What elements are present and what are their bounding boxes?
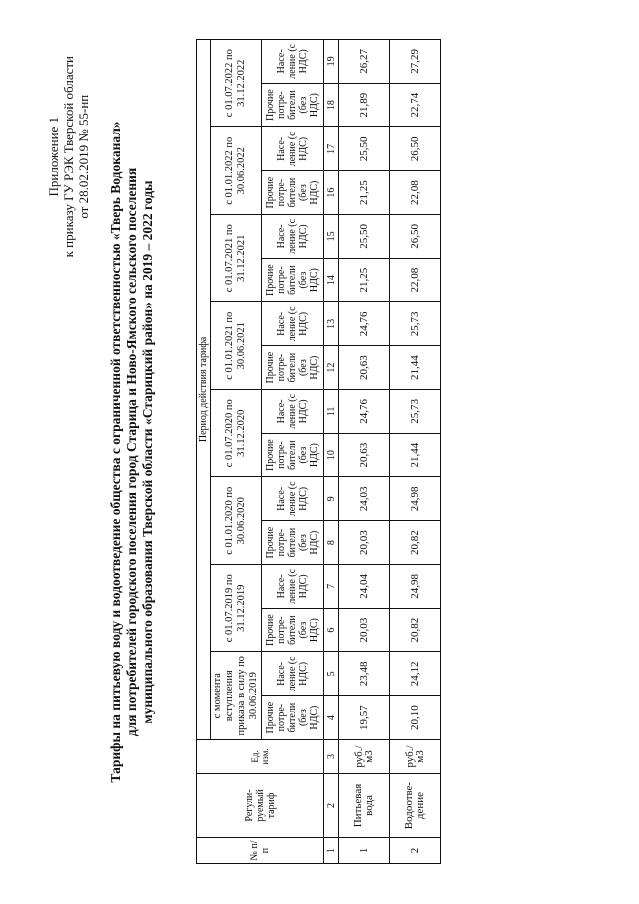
subheader-population: Насе-ление (с НДС) xyxy=(262,127,324,171)
tariff-value-cell: 20,03 xyxy=(339,608,390,652)
tariff-value-cell: 23,48 xyxy=(339,652,390,696)
subheader-other-consumers: Прочие потре-бители (без НДС) xyxy=(262,83,324,127)
column-number-1: 1 xyxy=(324,838,339,864)
tariff-value-cell: 24,98 xyxy=(390,565,441,609)
column-number-8: 8 xyxy=(324,521,339,565)
tariff-value-cell: 24,04 xyxy=(339,565,390,609)
tariff-value-cell: 21,25 xyxy=(339,171,390,215)
tariff-value-cell: 19,57 xyxy=(339,696,390,740)
column-number-17: 17 xyxy=(324,127,339,171)
column-number-16: 16 xyxy=(324,171,339,215)
row-tariff-name: Водоотве-дение xyxy=(390,774,441,838)
tariff-value-cell: 25,50 xyxy=(339,127,390,171)
column-number-7: 7 xyxy=(324,565,339,609)
period-range-5: с 01.01.2021 по 30.06.2021 xyxy=(211,302,262,390)
subheader-other-consumers: Прочие потре-бители (без НДС) xyxy=(262,346,324,390)
title-line-2: для потребителей городского поселения город Старица и Ново-Ямского сельского поселения xyxy=(124,167,139,737)
header-unit: Ед. изм. xyxy=(197,740,324,774)
column-number-11: 11 xyxy=(324,390,339,434)
row-tariff-name: Питьевая вода xyxy=(339,774,390,838)
subheader-other-consumers: Прочие потре-бители (без НДС) xyxy=(262,608,324,652)
tariff-value-cell: 21,44 xyxy=(390,433,441,477)
subheader-population: Насе-ление (с НДС) xyxy=(262,652,324,696)
subheader-population: Насе-ление (с НДС) xyxy=(262,390,324,434)
tariff-value-cell: 22,74 xyxy=(390,83,441,127)
subheader-population: Насе-ление (с НДС) xyxy=(262,39,324,83)
row-num: 1 xyxy=(339,838,390,864)
column-number-14: 14 xyxy=(324,258,339,302)
tariff-value-cell: 26,27 xyxy=(339,39,390,83)
tariff-value-cell: 20,10 xyxy=(390,696,441,740)
tariff-value-cell: 24,12 xyxy=(390,652,441,696)
tariff-value-cell: 24,76 xyxy=(339,302,390,346)
period-range-6: с 01.07.2021 по 31.12.2021 xyxy=(211,215,262,303)
subheader-other-consumers: Прочие потре-бители (без НДС) xyxy=(262,258,324,302)
tariff-value-cell: 25,50 xyxy=(339,215,390,259)
row-num: 2 xyxy=(390,838,441,864)
column-number-3: 3 xyxy=(324,740,339,774)
period-range-8: с 01.07.2022 по 31.12.2022 xyxy=(211,39,262,127)
annex-header xyxy=(46,56,91,257)
tariff-value-cell: 20,82 xyxy=(390,521,441,565)
tariff-value-cell: 20,03 xyxy=(339,521,390,565)
column-number-13: 13 xyxy=(324,302,339,346)
tariff-value-cell: 22,08 xyxy=(390,258,441,302)
tariff-value-cell: 26,50 xyxy=(390,215,441,259)
period-range-4: с 01.07.2020 по 31.12.2020 xyxy=(211,390,262,478)
table-row xyxy=(339,39,390,863)
subheader-population: Насе-ление (с НДС) xyxy=(262,477,324,521)
title-line-1: Тарифы на питьевую воду и водоотведение общества с ограниченной ответственностью «Тверь Водоканал» xyxy=(108,121,123,783)
subheader-other-consumers: Прочие потре-бители (без НДС) xyxy=(262,171,324,215)
subheader-population: Насе-ление (с НДС) xyxy=(262,215,324,259)
tariff-value-cell: 21,89 xyxy=(339,83,390,127)
subheader-other-consumers: Прочие потре-бители (без НДС) xyxy=(262,521,324,565)
tariff-value-cell: 24,98 xyxy=(390,477,441,521)
header-tariff: Регули-руемый тариф xyxy=(197,774,324,838)
column-number-4: 4 xyxy=(324,696,339,740)
tariff-value-cell: 21,44 xyxy=(390,346,441,390)
tariff-value-cell: 25,73 xyxy=(390,390,441,434)
period-range-7: с 01.01.2022 по 30.06.2022 xyxy=(211,127,262,215)
annex-line-2: к приказу ГУ РЭК Тверской области xyxy=(61,56,76,258)
header-period: Период действия тарифа xyxy=(197,39,211,739)
annex-line-1: Приложение 1 xyxy=(46,116,61,197)
annex-line-3: от 28.02.2019 № 55-нп xyxy=(76,94,91,219)
tariff-value-cell: 20,63 xyxy=(339,433,390,477)
column-number-6: 6 xyxy=(324,608,339,652)
tariff-value-cell: 24,76 xyxy=(339,390,390,434)
row-unit: руб./ м3 xyxy=(339,740,390,774)
subheader-population: Насе-ление (с НДС) xyxy=(262,565,324,609)
column-number-12: 12 xyxy=(324,346,339,390)
subheader-population: Насе-ление (с НДС) xyxy=(262,302,324,346)
period-range-3: с 01.01.2020 по 30.06.2020 xyxy=(211,477,262,565)
tariff-value-cell: 20,82 xyxy=(390,608,441,652)
tariff-table xyxy=(196,39,441,864)
column-number-19: 19 xyxy=(324,39,339,83)
column-number-9: 9 xyxy=(324,477,339,521)
document-title xyxy=(108,60,156,844)
tariff-value-cell: 21,25 xyxy=(339,258,390,302)
tariff-value-cell: 27,29 xyxy=(390,39,441,83)
tariff-value-cell: 24,03 xyxy=(339,477,390,521)
period-range-1: с момента вступления приказа в силу по 30.06.2019 xyxy=(211,652,262,740)
column-number-18: 18 xyxy=(324,83,339,127)
tariff-value-cell: 20,63 xyxy=(339,346,390,390)
column-number-10: 10 xyxy=(324,433,339,477)
column-number-5: 5 xyxy=(324,652,339,696)
header-num: № п/п xyxy=(197,838,324,864)
period-range-2: с 01.07.2019 по 31.12.2019 xyxy=(211,565,262,653)
subheader-other-consumers: Прочие потре-бители (без НДС) xyxy=(262,433,324,477)
column-number-row xyxy=(324,39,339,863)
table-row xyxy=(390,39,441,863)
tariff-value-cell: 25,73 xyxy=(390,302,441,346)
row-unit: руб./ м3 xyxy=(390,740,441,774)
tariff-value-cell: 22,08 xyxy=(390,171,441,215)
column-number-15: 15 xyxy=(324,215,339,259)
tariff-value-cell: 26,50 xyxy=(390,127,441,171)
subheader-other-consumers: Прочие потре-бители (без НДС) xyxy=(262,696,324,740)
column-number-2: 2 xyxy=(324,774,339,838)
title-line-3: муниципального образования Тверской области «Старицкий район» на 2019 – 2022 годы xyxy=(140,180,155,724)
